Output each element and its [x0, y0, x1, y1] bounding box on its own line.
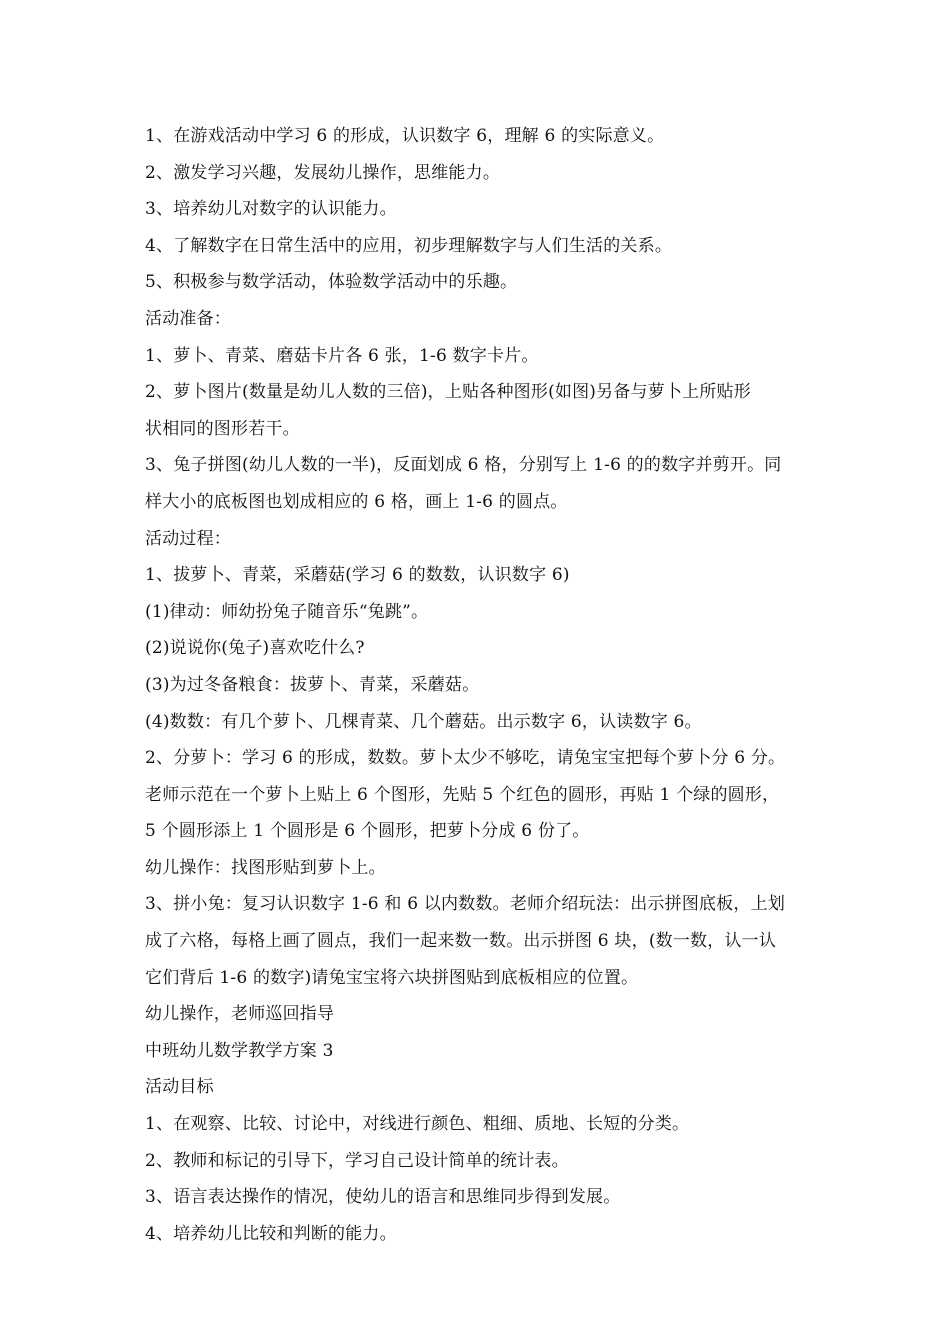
- text-line: 3、拼小兔：复习认识数字 1-6 和 6 以内数数。老师介绍玩法：出示拼图底板，上划: [145, 894, 786, 915]
- text-line: 幼儿操作，老师巡回指导: [145, 1004, 335, 1025]
- text-line: 老师示范在一个萝卜上贴上 6 个图形，先贴 5 个红色的圆形，再贴 1 个绿的圆形，: [145, 784, 780, 805]
- document-body: [145, 118, 825, 1252]
- text-line: 5 个圆形添上 1 个圆形是 6 个圆形，把萝卜分成 6 份了。: [145, 821, 590, 842]
- text-line: 3、兔子拼图(幼儿人数的一半)，反面划成 6 格，分别写上 1-6 的的数字并剪开。同: [145, 455, 782, 476]
- text-line: 活动过程：: [145, 528, 231, 549]
- text-line: 2、分萝卜：学习 6 的形成，数数。萝卜太少不够吃，请兔宝宝把每个萝卜分 6 分。: [145, 748, 786, 769]
- text-line: 4、了解数字在日常生活中的应用，初步理解数字与人们生活的关系。: [145, 235, 673, 256]
- text-line: 中班幼儿数学教学方案 3: [145, 1040, 334, 1061]
- text-line: 活动目标: [145, 1077, 214, 1098]
- text-line: 1、萝卜、青菜、磨菇卡片各 6 张，1-6 数字卡片。: [145, 345, 539, 366]
- text-line: 2、激发学习兴趣，发展幼儿操作，思维能力。: [145, 162, 501, 183]
- text-line: 幼儿操作：找图形贴到萝卜上。: [145, 857, 386, 878]
- text-line: 4、培养幼儿比较和判断的能力。: [145, 1223, 397, 1244]
- text-line: 活动准备：: [145, 308, 231, 329]
- text-line: 1、在观察、比较、讨论中，对线进行颜色、粗细、质地、长短的分类。: [145, 1114, 690, 1135]
- text-line: 它们背后 1-6 的数字)请兔宝宝将六块拼图贴到底板相应的位置。: [145, 967, 639, 988]
- text-line: (1)律动：师幼扮兔子随音乐“兔跳”。: [145, 601, 429, 622]
- text-line: (4)数数：有几个萝卜、几棵青菜、几个蘑菇。出示数字 6，认读数字 6。: [145, 711, 702, 732]
- text-line: 3、语言表达操作的情况，使幼儿的语言和思维同步得到发展。: [145, 1187, 621, 1208]
- text-line: (3)为过冬备粮食：拔萝卜、青菜，采蘑菇。: [145, 674, 480, 695]
- text-line: 2、教师和标记的引导下，学习自己设计简单的统计表。: [145, 1150, 569, 1171]
- text-line: (2)说说你(兔子)喜欢吃什么?: [145, 638, 365, 659]
- text-line: 样大小的底板图也划成相应的 6 格，画上 1-6 的圆点。: [145, 491, 568, 512]
- text-line: 2、萝卜图片(数量是幼儿人数的三倍)，上贴各种图形(如图)另备与萝卜上所贴形: [145, 382, 751, 403]
- text-line: 状相同的图形若干。: [145, 418, 300, 439]
- text-line: 成了六格，每格上画了圆点，我们一起来数一数。出示拼图 6 块，(数一数，认一认: [145, 931, 777, 952]
- text-line: 1、在游戏活动中学习 6 的形成，认识数字 6，理解 6 的实际意义。: [145, 126, 665, 146]
- text-line: 5、积极参与数学活动，体验数学活动中的乐趣。: [145, 272, 518, 293]
- text-line: 1、拔萝卜、青菜，采蘑菇(学习 6 的数数，认识数字 6): [145, 565, 570, 586]
- text-line: 3、培养幼儿对数字的认识能力。: [145, 199, 397, 220]
